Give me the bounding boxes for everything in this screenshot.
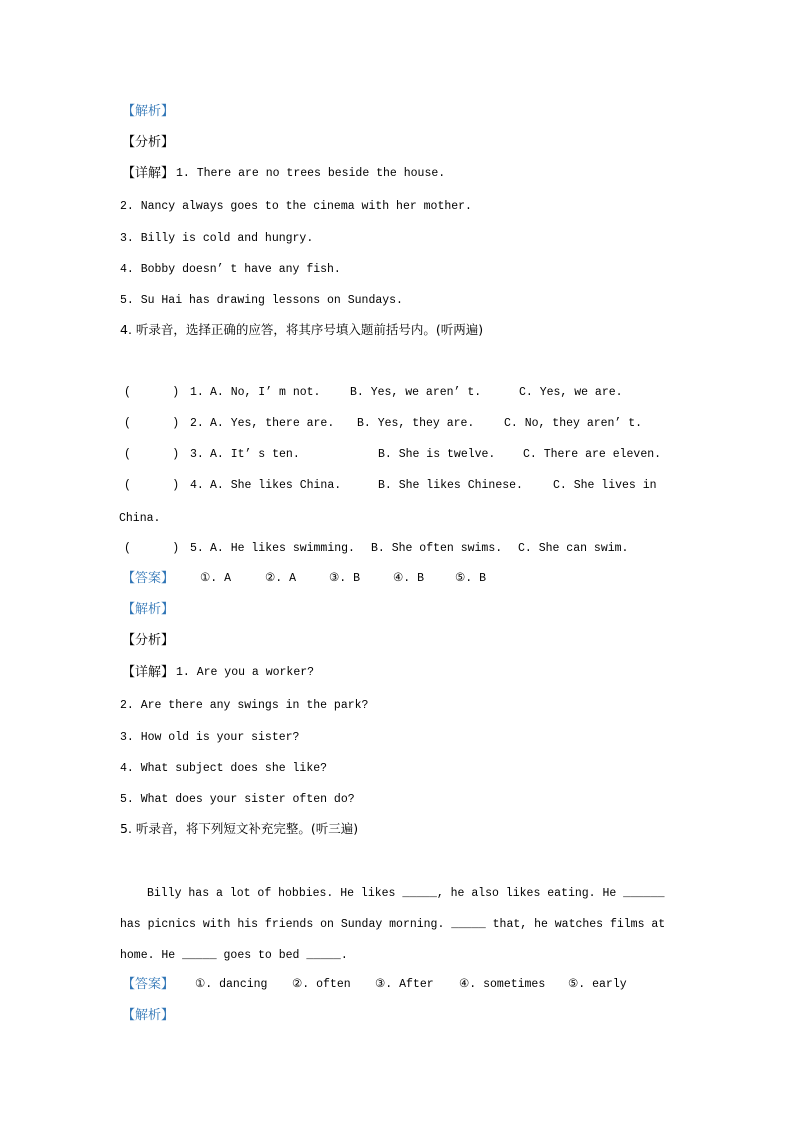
answer-item: ③. After xyxy=(375,978,434,991)
answer-paren: ( ) xyxy=(124,479,180,492)
answer-item: ⑤. early xyxy=(568,978,627,991)
row-number: 2. xyxy=(190,417,204,430)
analysis-label: 【解析】 xyxy=(122,602,175,617)
detail-line: 5. Su Hai has drawing lessons on Sundays. xyxy=(120,294,403,307)
option-b: B. Yes, we aren’ t. xyxy=(350,386,482,399)
detail-line: 5. What does your sister often do? xyxy=(120,793,355,806)
detail-line: 3. Billy is cold and hungry. xyxy=(120,232,314,245)
analysis-label: 【解析】 xyxy=(122,1008,175,1023)
answer-item: ②. A xyxy=(265,572,297,585)
question-4-title: 4. 听录音，选择正确的应答，将其序号填入题前括号内。(听两遍) xyxy=(120,322,484,337)
detail-line: 3. How old is your sister? xyxy=(120,731,300,744)
xiangjie-label: 【详解】 xyxy=(122,665,175,680)
option-a: A. Yes, there are. xyxy=(210,417,335,430)
passage-line: Billy has a lot of hobbies. He likes _____, he also likes eating. He ______ xyxy=(147,887,665,900)
detail-line: 4. What subject does she like? xyxy=(120,762,328,775)
analysis-label: 【解析】 xyxy=(122,104,175,119)
answer-item: ⑤. B xyxy=(455,572,487,585)
option-a: A. He likes swimming. xyxy=(210,542,355,555)
answer-label: 【答案】 xyxy=(122,977,175,992)
detail-line: 2. Are there any swings in the park? xyxy=(120,699,369,712)
row-number: 1. xyxy=(190,386,204,399)
answer-item: ①. dancing xyxy=(195,978,268,991)
option-b: B. She likes Chinese. xyxy=(378,479,523,492)
answer-paren: ( ) xyxy=(124,417,180,430)
detail-line: 4. Bobby doesn’ t have any fish. xyxy=(120,263,341,276)
option-b: B. She is twelve. xyxy=(378,448,496,461)
detail-line: 1. There are no trees beside the house. xyxy=(176,167,446,180)
detail-line: 2. Nancy always goes to the cinema with her mother. xyxy=(120,200,472,213)
row-number: 3. xyxy=(190,448,204,461)
option-c: C. She lives in xyxy=(553,479,657,492)
answer-item: ③. B xyxy=(329,572,361,585)
answer-paren: ( ) xyxy=(124,448,180,461)
answer-label: 【答案】 xyxy=(122,571,175,586)
option-a: A. It’ s ten. xyxy=(210,448,300,461)
option-c: C. She can swim. xyxy=(518,542,629,555)
detail-line: 1. Are you a worker? xyxy=(176,666,315,679)
xiangjie-label: 【详解】 xyxy=(122,166,175,181)
fenxi-label: 【分析】 xyxy=(122,633,175,648)
row-number: 5. xyxy=(190,542,204,555)
option-c: C. There are eleven. xyxy=(523,448,662,461)
answer-item: ④. sometimes xyxy=(459,978,546,991)
row-number: 4. xyxy=(190,479,204,492)
option-b: B. Yes, they are. xyxy=(357,417,475,430)
passage-line: home. He _____ goes to bed _____. xyxy=(120,949,348,962)
answer-item: ①. A xyxy=(200,572,232,585)
option-b: B. She often swims. xyxy=(371,542,503,555)
option-c-continued: China. xyxy=(119,512,161,525)
option-c: C. No, they aren’ t. xyxy=(504,417,643,430)
question-5-title: 5. 听录音，将下列短文补充完整。(听三遍) xyxy=(120,821,359,836)
option-a: A. No, I’ m not. xyxy=(210,386,321,399)
fenxi-label: 【分析】 xyxy=(122,135,175,150)
answer-item: ④. B xyxy=(393,572,425,585)
option-a: A. She likes China. xyxy=(210,479,342,492)
answer-paren: ( ) xyxy=(124,386,180,399)
option-c: C. Yes, we are. xyxy=(519,386,623,399)
answer-paren: ( ) xyxy=(124,542,180,555)
passage-line: has picnics with his friends on Sunday morning. _____ that, he watches films at xyxy=(120,918,666,931)
answer-item: ②. often xyxy=(292,978,351,991)
